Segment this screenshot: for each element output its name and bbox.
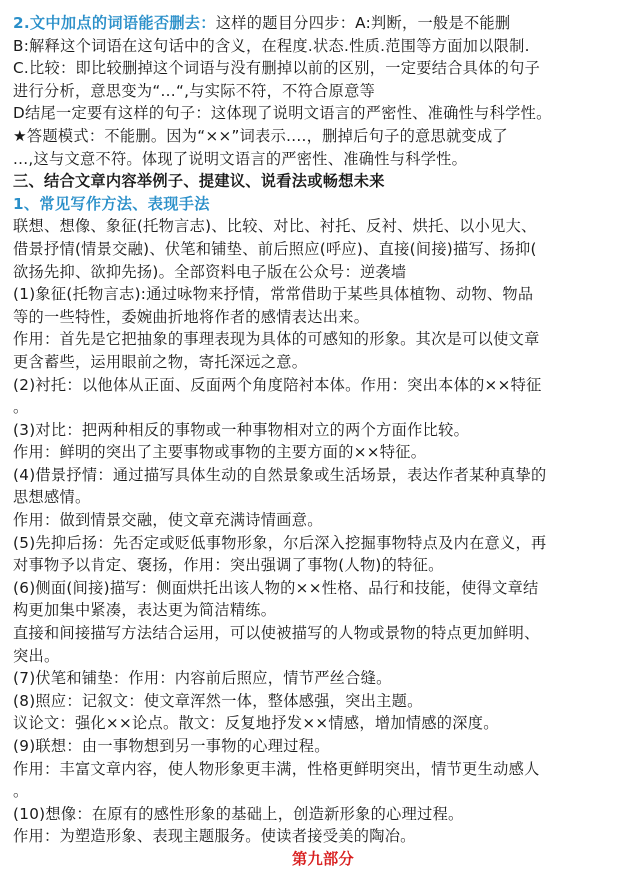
text-run: 这样的题目分四步：A:判断，一般是不能删 [215, 14, 511, 32]
text-line: 直接和间接描写方法结合运用，可以使被描写的人物或景物的特点更加鲜明、 [13, 624, 540, 643]
text-line: B:解释这个词语在这句话中的含义，在程度.状态.性质.范围等方面加以限制. [13, 36, 530, 55]
text-line: (5)先抑后扬：先否定或贬低事物形象，尔后深入挖掘事物特点及内在意义，再 [13, 533, 547, 552]
text-line: 联想、想像、象征(托物言志)、比较、对比、衬托、反衬、烘托、以小见大、 [13, 217, 537, 236]
text-line: 欲扬先抑、欲抑先扬)。全部资料电子版在公众号：逆袭墙 [13, 262, 407, 281]
section-heading: 2.文中加点的词语能否删去： [13, 14, 216, 32]
text-line: 等的一些特性，委婉曲折地将作者的感情表达出来。 [13, 307, 370, 326]
text-line: 构更加集中紧凑，表达更为简洁精练。 [13, 601, 277, 620]
answer-template-line: ★答题模式：不能删。因为“××”词表示....，删掉后句子的意思就变成了 [13, 126, 508, 145]
text-line: C.比较：即比较删掉这个词语与没有删掉以前的区别，一定要结合具体的句子 [13, 59, 541, 78]
text-line: (4)借景抒情：通过描写具体生动的自然景象或生活场景，表达作者某种真挚的 [13, 465, 547, 484]
text-line: (9)联想：由一事物想到另一事物的心理过程。 [13, 737, 330, 755]
section-title: 三、结合文章内容举例子、提建议、说看法或畅想未来 [13, 172, 385, 191]
part-title: 第九部分 [292, 849, 354, 868]
text-line: 作用：做到情景交融，使文章充满诗情画意。 [13, 511, 323, 530]
text-line: D结尾一定要有这样的句子：这体现了说明文语言的严密性、准确性与科学性。 [13, 104, 552, 123]
text-line: 对事物予以肯定、褒扬，作用：突出强调了事物(人物)的特征。 [13, 556, 444, 575]
text-line: (1)象征(托物言志):通过咏物来抒情，常常借助于某些具体植物、动物、物品 [13, 285, 534, 304]
text-line: (6)侧面(间接)描写：侧面烘托出该人物的××性格、品行和技能，使得文章结 [13, 578, 539, 597]
text-line: (8)照应：记叙文：使文章浑然一体，整体感强，突出主题。 [13, 691, 423, 710]
text-line: 作用：丰富文章内容，使人物形象更丰满，性格更鲜明突出，情节更生动感人 [13, 759, 540, 778]
text-line: 议论文：强化××论点。散文：反复地抒发××情感，增加情感的深度。 [13, 714, 499, 733]
text-line: 作用：首先是它把抽象的事理表现为具体的可感知的形象。其次是可以使文章 [13, 330, 540, 349]
text-line: 作用：鲜明的突出了主要事物或事物的主要方面的××特征。 [13, 443, 427, 462]
text-line: (7)伏笔和铺垫：作用：内容前后照应，情节严丝合缝。 [13, 669, 392, 688]
text-line: ...,这与文意不符。体现了说明文语言的严密性、准确性与科学性。 [13, 149, 468, 168]
text-line: (10)想像：在原有的感性形象的基础上，创造新形象的心理过程。 [13, 804, 464, 823]
text-line: 作用：为塑造形象、表现主题服务。使读者接受美的陶冶。 [13, 827, 416, 846]
subsection-title: 1、常见写作方法、表现手法 [13, 194, 210, 213]
text-line: (2)衬托：以他体从正面、反面两个角度陪衬本体。作用：突出本体的××特征 [13, 375, 542, 394]
text-line: 。 [13, 782, 29, 801]
text-line: 思想感情。 [13, 488, 91, 507]
text-line [13, 12, 633, 35]
text-line: 更含蓄些，运用眼前之物，寄托深远之意。 [13, 352, 308, 371]
text-line: 突出。 [13, 646, 60, 665]
text-line: 。 [13, 398, 29, 417]
text-line: (3)对比：把两种相反的事物或一种事物相对立的两个方面作比较。 [13, 420, 470, 439]
text-line: 进行分析，意思变为“...“,与实际不符，不符合原意等 [13, 81, 376, 100]
text-line: 借景抒情(情景交融)、伏笔和铺垫、前后照应(呼应)、直接(间接)描写、扬抑( [13, 239, 537, 258]
